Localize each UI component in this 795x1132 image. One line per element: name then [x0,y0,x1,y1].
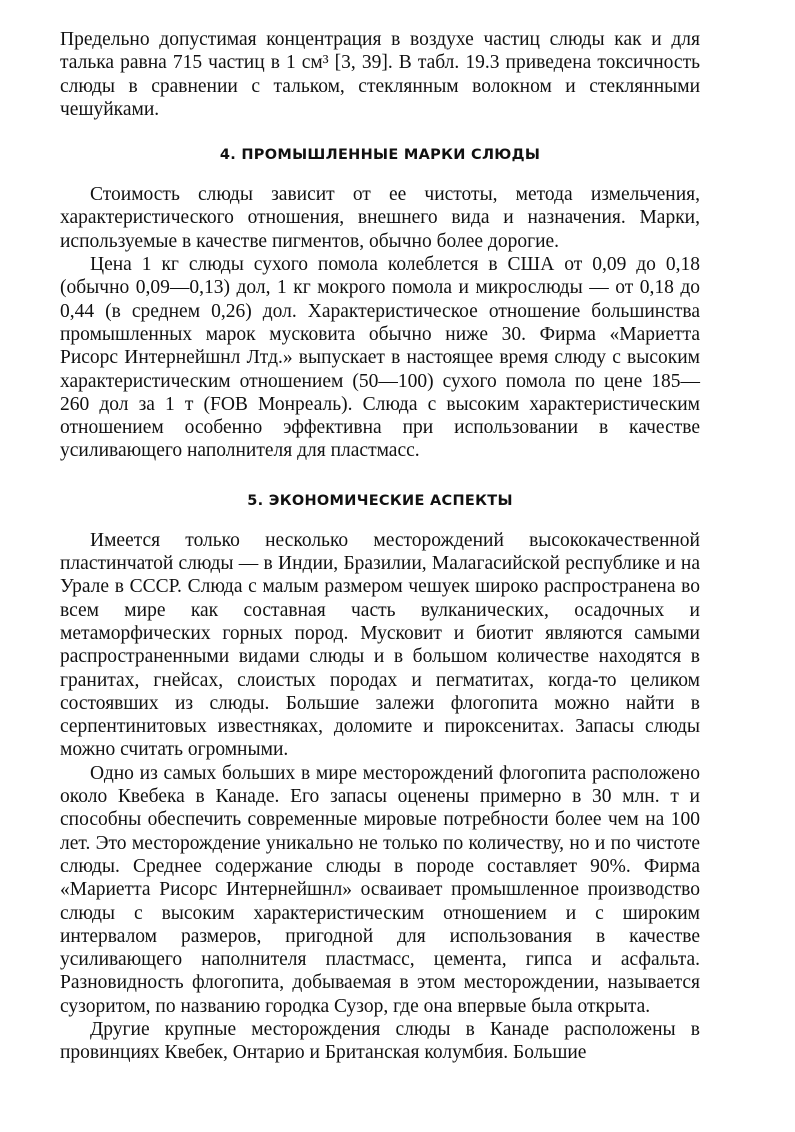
spacer [60,511,700,529]
section-4-paragraph-2: Цена 1 кг слюды сухого помола колеблется в США от 0,09 до 0,18 (обычно 0,09—0,13) дол, 1 кг мокрого помола и микрослюды — от 0,18 до 0,44 (в среднем 0,26) дол. Характеристическое отношение большинства промышленных марок мусковита обычно ниже 30. Фирма «Мариетта Рисорс Интернейшнл Лтд.» выпускает в настоящее время слюду с высоким характеристическим отношением (50—100) сухого помола по цене 185—260 дол за 1 т (FOB Монреаль). Слюда с высоким характеристическим отношением особенно эффективна при использовании в качестве усиливающего наполнителя для пластмасс. [60,254,700,462]
section-5-paragraph-2: Одно из самых больших в мире месторождений флогопита расположено около Квебека в Канаде. Его запасы оценены примерно в 30 млн. т и способны обеспечить современные мировые потребности более чем на 100 лет. Это месторождение уникально не только по количеству, но и по чистоте слюды. Среднее содержание слюды в породе составляет 90%. Фирма «Мариетта Рисорс Интернейшнл» осваивает промышленное производство слюды с высоким характеристическим отношением и с широким интервалом размеров, пригодной для использования в качестве усиливающего наполнителя пластмасс, цемента, гипса и асфальта. Разновидность флогопита, добываемая в этом месторождении, называется сузоритом, по названию городка Сузор, где она впервые была открыта. [60,762,700,1017]
section-4-heading: 4. ПРОМЫШЛЕННЫЕ МАРКИ СЛЮДЫ [219,147,541,164]
spacer [60,121,700,145]
document-page [60,28,700,1065]
spacer [60,165,700,183]
section-5-heading: 5. ЭКОНОМИЧЕСКИЕ АСПЕКТЫ [247,492,513,509]
section-4-paragraph-1: Стоимость слюды зависит от ее чистоты, метода измельчения, характеристического отношения, внешнего вида и назначения. Марки, используемые в качестве пигментов, обычно более дорогие. [60,184,700,252]
intro-paragraph: Предельно допустимая концентрация в воздухе частиц слюды как и для талька равна 715 частиц в 1 см³ [3, 39]. В табл. 19.3 приведена токсичность слюды в сравнении с тальком, стеклянным волокном и стеклянными чешуйками. [60,29,700,120]
spacer [60,463,700,491]
section-5-paragraph-1: Имеется только несколько месторождений высококачественной пластинчатой слюды — в Индии, Бразилии, Малагасийской республике и на Урале в СССР. Слюда с малым размером чешуек широко распространена во всем мире как составная часть вулканических, осадочных и метаморфических горных пород. Мусковит и биотит являются самыми распространенными видами слюды и в большом количестве находятся в гранитах, гнейсах, слоистых породах и пегматитах, когда-то целиком состоявших из слюды. Большие залежи флогопита можно найти в серпентинитовых известняках, доломите и пироксенитах. Запасы слюды можно считать огромными. [60,529,700,761]
section-5-paragraph-3: Другие крупные месторождения слюды в Канаде расположены в провинциях Квебек, Онтарио и Британская колумбия. Большие [60,1018,700,1064]
